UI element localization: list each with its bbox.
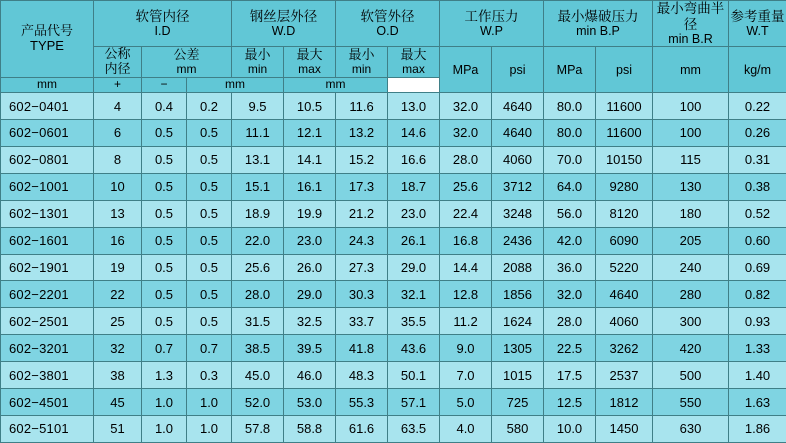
table-cell: 0.5	[187, 146, 232, 173]
table-cell: 0.5	[142, 227, 187, 254]
header-id-tolerance: 公差 mm	[142, 47, 232, 78]
cell-type-code: 602−3801	[1, 362, 94, 389]
table-cell: 0.52	[729, 200, 786, 227]
table-cell: 48.3	[336, 362, 388, 389]
table-cell: 10	[94, 173, 142, 200]
table-cell: 10150	[596, 146, 653, 173]
table-cell: 0.31	[729, 146, 786, 173]
cell-type-code: 602−2501	[1, 308, 94, 335]
table-cell: 1305	[492, 335, 544, 362]
table-cell: 32.1	[388, 281, 440, 308]
table-cell: 14.4	[440, 254, 492, 281]
header-wp-mpa: MPa	[440, 47, 492, 93]
table-cell: 22.5	[544, 335, 596, 362]
table-cell: 19	[94, 254, 142, 281]
table-cell: 10.0	[544, 415, 596, 442]
table-row	[1, 173, 786, 200]
table-cell: 580	[492, 415, 544, 442]
table-cell: 25.6	[440, 173, 492, 200]
table-cell: 4	[94, 93, 142, 120]
table-cell: 16.1	[284, 173, 336, 200]
table-cell: 550	[653, 389, 729, 416]
table-cell: 30.3	[336, 281, 388, 308]
table-cell: 17.3	[336, 173, 388, 200]
table-cell: 21.2	[336, 200, 388, 227]
cell-type-code: 602−1001	[1, 173, 94, 200]
table-cell: 4060	[596, 308, 653, 335]
table-cell: 11.1	[232, 119, 284, 146]
table-cell: 80.0	[544, 93, 596, 120]
cell-type-code: 602−0801	[1, 146, 94, 173]
table-cell: 1.3	[142, 362, 187, 389]
table-cell: 57.8	[232, 415, 284, 442]
table-cell: 64.0	[544, 173, 596, 200]
table-cell: 0.5	[187, 281, 232, 308]
table-cell: 23.0	[388, 200, 440, 227]
table-cell: 1.40	[729, 362, 786, 389]
table-cell: 29.0	[388, 254, 440, 281]
table-cell: 1.0	[187, 389, 232, 416]
table-cell: 0.5	[187, 227, 232, 254]
table-cell: 32.0	[440, 119, 492, 146]
table-cell: 12.8	[440, 281, 492, 308]
table-cell: 36.0	[544, 254, 596, 281]
table-cell: 19.9	[284, 200, 336, 227]
table-cell: 12.1	[284, 119, 336, 146]
unit-wd: mm	[187, 78, 284, 93]
table-cell: 18.7	[388, 173, 440, 200]
table-cell: 0.5	[187, 254, 232, 281]
table-cell: 0.5	[142, 254, 187, 281]
table-cell: 4.0	[440, 415, 492, 442]
table-cell: 38.5	[232, 335, 284, 362]
table-cell: 41.8	[336, 335, 388, 362]
header-br-mm: mm	[653, 47, 729, 93]
table-cell: 0.38	[729, 173, 786, 200]
table-cell: 0.5	[142, 173, 187, 200]
table-cell: 0.69	[729, 254, 786, 281]
table-cell: 22	[94, 281, 142, 308]
header-group-id: 软管内径 I.D	[94, 1, 232, 47]
table-cell: 32.5	[284, 308, 336, 335]
table-cell: 4640	[492, 119, 544, 146]
table-cell: 45.0	[232, 362, 284, 389]
table-row	[1, 119, 786, 146]
table-cell: 0.60	[729, 227, 786, 254]
table-cell: 18.9	[232, 200, 284, 227]
header-wp-psi: psi	[492, 47, 544, 93]
table-cell: 31.5	[232, 308, 284, 335]
table-cell: 0.22	[729, 93, 786, 120]
table-cell: 10.5	[284, 93, 336, 120]
table-cell: 0.5	[187, 308, 232, 335]
table-cell: 16.8	[440, 227, 492, 254]
table-cell: 9.5	[232, 93, 284, 120]
table-cell: 63.5	[388, 415, 440, 442]
table-cell: 24.3	[336, 227, 388, 254]
table-cell: 14.1	[284, 146, 336, 173]
table-cell: 0.5	[142, 146, 187, 173]
table-cell: 1.0	[142, 389, 187, 416]
table-cell: 3712	[492, 173, 544, 200]
table-cell: 0.4	[142, 93, 187, 120]
table-cell: 0.82	[729, 281, 786, 308]
table-cell: 0.5	[142, 119, 187, 146]
table-cell: 45	[94, 389, 142, 416]
header-wd-max: 最大 max	[284, 47, 336, 78]
table-cell: 240	[653, 254, 729, 281]
table-cell: 3248	[492, 200, 544, 227]
header-group-wt: 参考重量 W.T	[729, 1, 786, 47]
header-od-min: 最小 min	[336, 47, 388, 78]
table-cell: 1450	[596, 415, 653, 442]
table-cell: 22.0	[232, 227, 284, 254]
cell-type-code: 602−0601	[1, 119, 94, 146]
table-cell: 0.3	[187, 362, 232, 389]
header-row-sub	[1, 47, 786, 78]
header-group-od: 软管外径 O.D	[336, 1, 440, 47]
table-cell: 1.63	[729, 389, 786, 416]
table-cell: 52.0	[232, 389, 284, 416]
header-group-wd: 钢丝层外径 W.D	[232, 1, 336, 47]
header-type	[1, 1, 94, 78]
table-cell: 180	[653, 200, 729, 227]
table-cell: 100	[653, 93, 729, 120]
cell-type-code: 602−3201	[1, 335, 94, 362]
cell-type-code: 602−1301	[1, 200, 94, 227]
table-cell: 51	[94, 415, 142, 442]
table-cell: 0.5	[187, 200, 232, 227]
table-cell: 1.0	[187, 415, 232, 442]
table-cell: 8120	[596, 200, 653, 227]
header-type-cn: 产品代号	[20, 23, 73, 39]
table-cell: 725	[492, 389, 544, 416]
table-cell: 28.0	[544, 308, 596, 335]
table-cell: 53.0	[284, 389, 336, 416]
table-cell: 8	[94, 146, 142, 173]
table-cell: 205	[653, 227, 729, 254]
table-cell: 4640	[492, 93, 544, 120]
table-cell: 1.33	[729, 335, 786, 362]
table-cell: 7.0	[440, 362, 492, 389]
table-cell: 39.5	[284, 335, 336, 362]
table-cell: 0.93	[729, 308, 786, 335]
header-group-bp: 最小爆破压力 min B.P	[544, 1, 653, 47]
table-cell: 11600	[596, 119, 653, 146]
table-cell: 2436	[492, 227, 544, 254]
table-cell: 630	[653, 415, 729, 442]
table-cell: 2088	[492, 254, 544, 281]
table-cell: 0.5	[142, 281, 187, 308]
table-cell: 13.0	[388, 93, 440, 120]
table-cell: 14.6	[388, 119, 440, 146]
table-cell: 70.0	[544, 146, 596, 173]
table-cell: 57.1	[388, 389, 440, 416]
table-cell: 11.6	[336, 93, 388, 120]
unit-tol-plus: +	[94, 78, 142, 93]
table-row	[1, 146, 786, 173]
table-cell: 280	[653, 281, 729, 308]
table-cell: 12.5	[544, 389, 596, 416]
table-cell: 56.0	[544, 200, 596, 227]
table-cell: 11.2	[440, 308, 492, 335]
table-cell: 1856	[492, 281, 544, 308]
table-cell: 0.5	[187, 119, 232, 146]
table-row	[1, 254, 786, 281]
header-row-groups	[1, 1, 786, 47]
table-cell: 42.0	[544, 227, 596, 254]
unit-tol-minus: −	[142, 78, 187, 93]
table-cell: 15.2	[336, 146, 388, 173]
unit-od: mm	[284, 78, 388, 93]
table-cell: 43.6	[388, 335, 440, 362]
table-cell: 46.0	[284, 362, 336, 389]
table-cell: 22.4	[440, 200, 492, 227]
table-cell: 115	[653, 146, 729, 173]
table-cell: 29.0	[284, 281, 336, 308]
table-cell: 61.6	[336, 415, 388, 442]
table-cell: 27.3	[336, 254, 388, 281]
table-cell: 23.0	[284, 227, 336, 254]
table-row	[1, 415, 786, 442]
table-cell: 80.0	[544, 119, 596, 146]
table-cell: 33.7	[336, 308, 388, 335]
table-cell: 0.2	[187, 93, 232, 120]
table-cell: 17.5	[544, 362, 596, 389]
table-cell: 58.8	[284, 415, 336, 442]
table-cell: 25.6	[232, 254, 284, 281]
table-cell: 26.1	[388, 227, 440, 254]
table-row	[1, 281, 786, 308]
table-cell: 130	[653, 173, 729, 200]
table-cell: 9.0	[440, 335, 492, 362]
header-od-max: 最大 max	[388, 47, 440, 78]
header-group-wp: 工作压力 W.P	[440, 1, 544, 47]
table-cell: 0.26	[729, 119, 786, 146]
table-cell: 1.0	[142, 415, 187, 442]
table-row	[1, 227, 786, 254]
table-body	[1, 93, 786, 443]
table-cell: 4060	[492, 146, 544, 173]
table-cell: 0.7	[187, 335, 232, 362]
table-row	[1, 335, 786, 362]
table-cell: 32.0	[544, 281, 596, 308]
table-cell: 300	[653, 308, 729, 335]
table-cell: 50.1	[388, 362, 440, 389]
table-cell: 2537	[596, 362, 653, 389]
table-row	[1, 362, 786, 389]
table-cell: 0.5	[142, 200, 187, 227]
table-cell: 420	[653, 335, 729, 362]
header-wd-min: 最小 min	[232, 47, 284, 78]
header-bp-mpa: MPa	[544, 47, 596, 93]
table-cell: 4640	[596, 281, 653, 308]
table-header	[1, 1, 786, 93]
table-cell: 6	[94, 119, 142, 146]
table-cell: 3262	[596, 335, 653, 362]
table-cell: 1812	[596, 389, 653, 416]
table-cell: 0.5	[142, 308, 187, 335]
table-cell: 9280	[596, 173, 653, 200]
table-cell: 28.0	[440, 146, 492, 173]
table-cell: 15.1	[232, 173, 284, 200]
table-cell: 5.0	[440, 389, 492, 416]
header-group-br: 最小弯曲半径 min B.R	[653, 1, 729, 47]
cell-type-code: 602−1601	[1, 227, 94, 254]
table-cell: 16.6	[388, 146, 440, 173]
header-type-en: TYPE	[30, 38, 64, 54]
table-cell: 5220	[596, 254, 653, 281]
cell-type-code: 602−4501	[1, 389, 94, 416]
cell-type-code: 602−0401	[1, 93, 94, 120]
table-cell: 13	[94, 200, 142, 227]
table-cell: 13.1	[232, 146, 284, 173]
table-cell: 1624	[492, 308, 544, 335]
table-cell: 1.86	[729, 415, 786, 442]
table-cell: 6090	[596, 227, 653, 254]
unit-id-nominal: mm	[1, 78, 94, 93]
table-cell: 25	[94, 308, 142, 335]
cell-type-code: 602−1901	[1, 254, 94, 281]
table-row	[1, 93, 786, 120]
table-cell: 38	[94, 362, 142, 389]
table-cell: 26.0	[284, 254, 336, 281]
table-cell: 35.5	[388, 308, 440, 335]
table-cell: 32	[94, 335, 142, 362]
table-cell: 16	[94, 227, 142, 254]
cell-type-code: 602−5101	[1, 415, 94, 442]
table-cell: 100	[653, 119, 729, 146]
header-id-nominal: 公称 内径	[94, 47, 142, 78]
cell-type-code: 602−2201	[1, 281, 94, 308]
table-cell: 11600	[596, 93, 653, 120]
header-wt-kgm: kg/m	[729, 47, 786, 93]
table-row	[1, 308, 786, 335]
table-cell: 0.5	[187, 173, 232, 200]
table-cell: 500	[653, 362, 729, 389]
table-cell: 28.0	[232, 281, 284, 308]
header-bp-psi: psi	[596, 47, 653, 93]
table-cell: 0.7	[142, 335, 187, 362]
table-row	[1, 200, 786, 227]
table-cell: 55.3	[336, 389, 388, 416]
table-row	[1, 389, 786, 416]
table-cell: 13.2	[336, 119, 388, 146]
table-cell: 32.0	[440, 93, 492, 120]
table-cell: 1015	[492, 362, 544, 389]
